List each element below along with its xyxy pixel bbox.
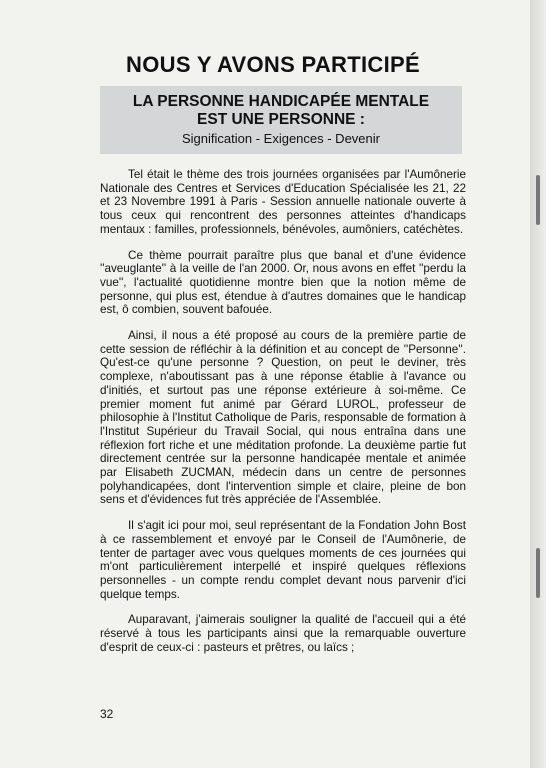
subtitle-line-2: EST UNE PERSONNE : — [197, 111, 365, 128]
binding-staple-bottom — [536, 548, 540, 598]
paragraph-3: Ainsi, il nous a été proposé au cours de la première partie de cette session de réfléchir à la définition et au concept de ''Personne''. Qu'est-ce qu'une personne ? Question, on peut le deviner, très complexe, n'aboutissant pas à une réponse établie à l'avance ou d'initiés, et surtout pas une réponse extérieure à soi-même. Ce premier moment fut animé par Gérard LUROL, professeur de philosophie à l'Institut Catholique de Paris, responsable de formation à l'Institut Supérieur du Travail Social, qui nous entraîna dans une réflexion fort riche et une méditation profonde. La deuxième partie fut directement centrée sur la personne handicapée mentale et animée par Elisabeth ZUCMAN, médecin dans un centre de personnes polyhandicapées, dont l'intervention simple et claire, pleine de bon sens et d'évidences fut très appréciée de l'Assemblée. — [100, 329, 466, 507]
binding-staple-top — [536, 175, 540, 225]
paragraph-5: Auparavant, j'aimerais souligner la qualité de l'accueil qui a été réservé à tous les participants ainsi que la remarquable ouverture d'esprit de ceux-ci : pasteurs et prêtres, ou laïcs ; — [100, 613, 466, 654]
page-edge — [530, 0, 546, 768]
tagline: Signification - Exigences - Devenir — [182, 131, 380, 146]
paragraph-4: Il s'agit ici pour moi, seul représentant de la Fondation John Bost à ce rassemblement et envoyé par le Conseil de l'Aumônerie, de tenter de partager avec vous quelques moments de ces journées qui m'ont particulièrement interpellé et inspiré quelques réflexions personnelles - un compte rendu complet devant nous parvenir d'ici quelque temps. — [100, 519, 466, 601]
subtitle-line-1: LA PERSONNE HANDICAPÉE MENTALE — [132, 93, 430, 110]
page-number: 32 — [100, 707, 114, 721]
page-title: NOUS Y AVONS PARTICIPÉ — [126, 52, 420, 77]
article-body — [100, 168, 466, 667]
paragraph-1: Tel était le thème des trois journées organisées par l'Aumônerie Nationale des Centres et Services d'Education Spécialisée les 21, 22 et 23 Novembre 1991 à Paris - Session annuelle nationale ouverte à tous ceux qui rencontrent des personnes atteintes d'handicaps mentaux : familles, professionnels, bénévoles, aumôniers, catéchètes. — [100, 168, 466, 236]
paragraph-2: Ce thème pourrait paraître plus que banal et d'une évidence ''aveuglante'' à la veille de l'an 2000. Or, nous avons en effet ''perdu la vue'', l'actualité quotidienne montre bien que la notion même de personne, qui plus est, étendue à d'autres domaines que le handicap est, ô combien, souvent bafouée. — [100, 248, 466, 317]
